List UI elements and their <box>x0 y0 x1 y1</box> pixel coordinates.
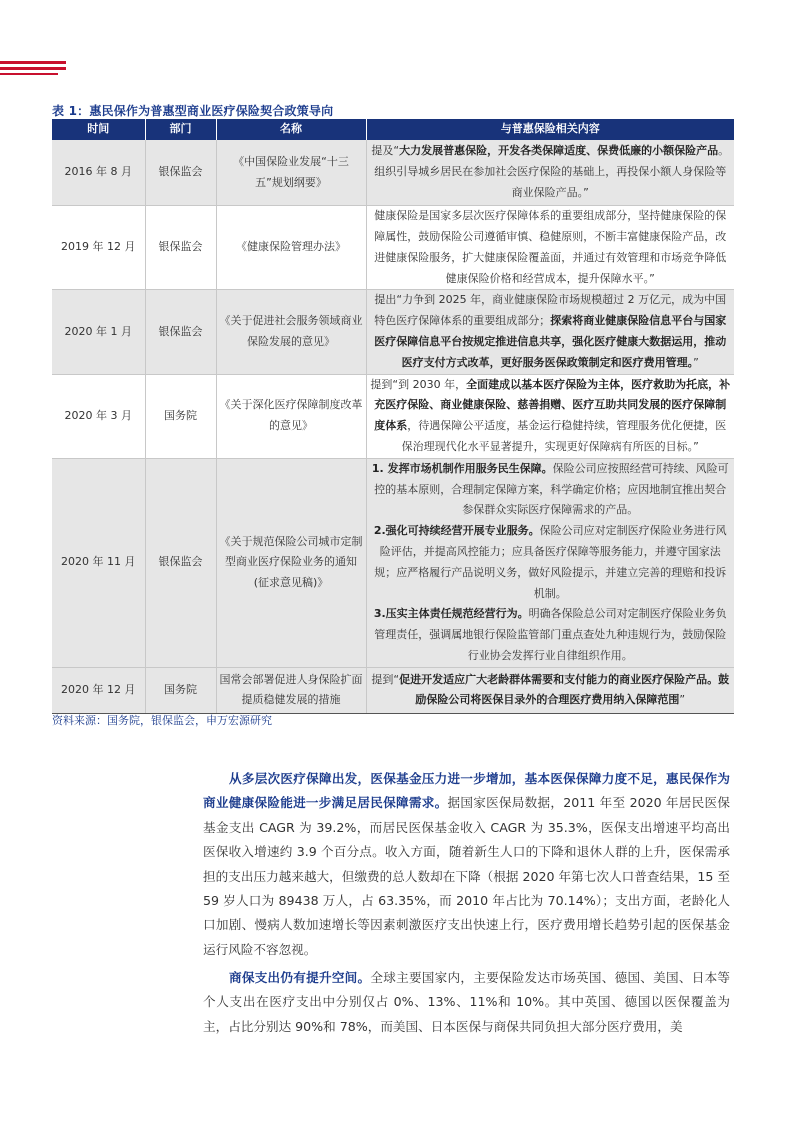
content-emphasis: 探索将商业健康保险信息平台与国家医疗保障信息平台按规定推进信息共享，强化医疗健康大数据运用，推动医疗支付方式改革，更好服务医保政策制定和医疗费用管理。 <box>374 314 727 369</box>
content-text: 保险公司应按照经营可持续、风险可控的基本原则，合理制定保障方案，科学确定价格；应因地制宜推出契合参保群众实际医疗保障需求的产品。 <box>374 461 729 517</box>
content-emphasis: 1. 发挥市场机制作用服务民生保障。 <box>371 461 553 475</box>
cell-name: 《关于深化医疗保障制度改革的意见》 <box>216 374 366 458</box>
content-emphasis: 2.强化可持续经营开展专业服务。 <box>373 524 540 538</box>
cell-dept: 国务院 <box>145 374 216 458</box>
cell-name: 《关于促进社会服务领域商业保险发展的意见》 <box>216 290 366 374</box>
table-row <box>52 206 734 290</box>
policy-table <box>52 119 734 714</box>
content-item <box>370 521 732 604</box>
cell-dept: 银保监会 <box>145 140 216 206</box>
cell-content <box>366 206 734 290</box>
body-paragraph <box>203 767 730 962</box>
content-text: 。组织引导城乡居民在参加社会医疗保险的基础上，再投保小额人身保险等商业保险产品。” <box>374 144 730 199</box>
header-dept: 部门 <box>145 119 216 140</box>
cell-dept: 银保监会 <box>145 206 216 290</box>
content-text: 提出“力争到 2025 年，商业健康保险市场规模超过 2 万亿元，成为中国特色医疗保障体系的重要组成部分； <box>374 293 727 328</box>
paragraph-body: 全球主要国家内，主要保险发达市场英国、德国、美国、日本等个人支出在医疗支出中分别仅占 0%、13%、11%和 10%。其中英国、德国以医保覆盖为主，占比分别达 90%和 78%，而美国、日本医保与商保共同负担大部分医疗费用，美 <box>203 970 731 1034</box>
content-emphasis: 3.压实主体责任规范经营行为。 <box>373 607 529 621</box>
cell-content <box>366 140 734 206</box>
cell-time: 2020 年 3 月 <box>52 374 145 458</box>
body-paragraph <box>203 966 730 1039</box>
cell-name: 《关于规范保险公司城市定制型商业医疗保险业务的通知(征求意见稿)》 <box>216 458 366 667</box>
paragraph-body: 据国家医保局数据，2011 年至 2020 年居民医保基金支出 CAGR 为 39.2%，而居民医保基金收入 CAGR 为 35.3%，医保支出增速平均高出医保收入增速约 3.9 个百分点。收入方面，随着新生人口的下降和退休人群的上升，医保需承担的支出压力越来越大，但缴费的总人数却在下降（根据 2020 年第七次人口普查结果，15 至 59 岁人口为 89438 万人，占 63.35%，而 2010 年占比为 70.14%）；支出方面，老龄化人口加剧、慢病人数加速增长等因素刺激医疗支出快速上行，医疗费用增长趋势引起的医保基金运行风险不容忽视。 <box>203 795 730 957</box>
content-text: 提到“ <box>371 672 400 686</box>
cell-content <box>366 374 734 458</box>
cell-dept: 银保监会 <box>145 290 216 374</box>
content-text: 提到“到 2030 年， <box>370 377 467 391</box>
content-emphasis: 促进开发适应广大老龄群体需要和支付能力的商业医疗保险产品。鼓励保险公司将医保目录外的合理医疗费用纳入保障范围 <box>399 672 730 707</box>
cell-name: 《健康保险管理办法》 <box>216 206 366 290</box>
header-content: 与普惠保险相关内容 <box>366 119 734 140</box>
cell-dept: 银保监会 <box>145 458 216 667</box>
cell-dept: 国务院 <box>145 667 216 713</box>
content-text: 保险公司应对定制医疗保险业务进行风险评估，并提高风控能力；应具备医疗保障等服务能力，并遵守国家法规；应严格履行产品说明义务，做好风险提示，并建立完善的理赔和投诉机制。 <box>374 524 727 600</box>
cell-name: 《中国保险业发展“十三五”规划纲要》 <box>216 140 366 206</box>
content-text: 提及“ <box>371 144 400 158</box>
cell-time: 2020 年 12 月 <box>52 667 145 713</box>
table-row <box>52 374 734 458</box>
header-time: 时间 <box>52 119 145 140</box>
content-emphasis: 大力发展普惠保险，开发各类保障适度、保费低廉的小额保险产品 <box>399 144 719 158</box>
cell-time: 2019 年 12 月 <box>52 206 145 290</box>
content-text: ” <box>679 693 686 707</box>
cell-content <box>366 290 734 374</box>
cell-content <box>366 458 734 667</box>
table-row <box>52 140 734 206</box>
content-emphasis: 全面建成以基本医疗保险为主体，医疗救助为托底，补充医疗保险、商业健康保险、慈善捐赠、医疗互助共同发展的医疗保障制度体系 <box>374 377 731 433</box>
content-text: ” <box>693 355 699 369</box>
cell-time: 2020 年 11 月 <box>52 458 145 667</box>
table-row <box>52 458 734 667</box>
cell-content <box>366 667 734 713</box>
cell-name: 国常会部署促进人身保险扩面提质稳健发展的措施 <box>216 667 366 713</box>
table-header-row <box>52 119 734 140</box>
content-item <box>370 604 732 666</box>
table-row <box>52 290 734 374</box>
content-item <box>370 459 732 521</box>
header-name: 名称 <box>216 119 366 140</box>
table-caption: 表 1：惠民保作为普惠型商业医疗保险契合政策导向 <box>52 104 334 118</box>
cell-time: 2016 年 8 月 <box>52 140 145 206</box>
header-stripe-middle <box>0 67 66 70</box>
header-stripe-top <box>0 61 66 64</box>
table-row <box>52 667 734 713</box>
paragraph-lead: 从多层次医疗保障出发，医保基金压力进一步增加，基本医保保障力度不足，惠民保作为商业健康保险能进一步满足居民保障需求。 <box>203 771 730 811</box>
content-text: 健康保险是国家多层次医疗保障体系的重要组成部分，坚持健康保险的保障属性，鼓励保险公司遵循审慎、稳健原则，不断丰富健康保险产品，改进健康保险服务，扩大健康保险覆盖面，并通过有效管理和市场竞争降低健康保险价格和经营成本，提升保障水平。” <box>374 209 727 285</box>
content-text: 明确各保险总公司对定制医疗保险业务负管理责任，强调属地银行保险监管部门重点查处九种违规行为，鼓励保险行业协会发挥行业自律组织作用。 <box>374 607 727 663</box>
cell-time: 2020 年 1 月 <box>52 290 145 374</box>
header-stripe-bottom <box>0 73 58 75</box>
source-note: 资料来源：国务院，银保监会，申万宏源研究 <box>52 714 272 727</box>
paragraph-lead: 商保支出仍有提升空间。 <box>229 970 371 985</box>
content-text: ，待遇保障公平适度，基金运行稳健持续，管理服务优化便捷，医保治理现代化水平显著提升，实现更好保障病有所医的目标。” <box>401 419 727 454</box>
